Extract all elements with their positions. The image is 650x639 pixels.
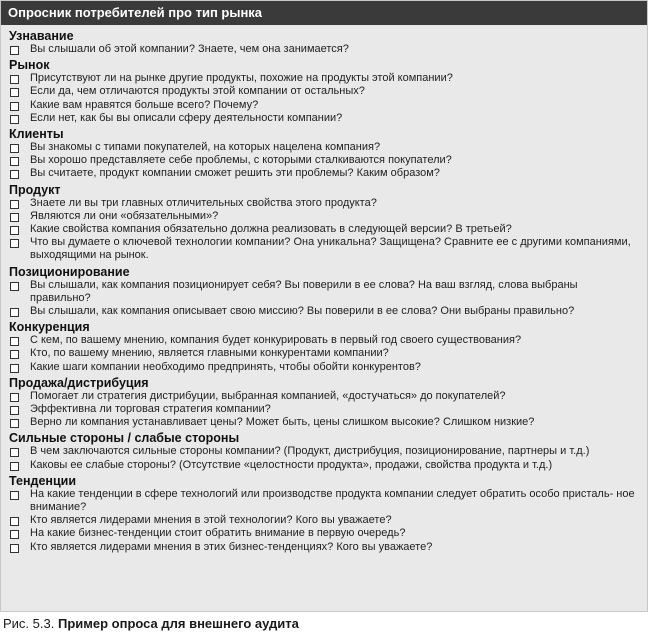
checklist-item <box>9 210 639 223</box>
checkbox-icon <box>10 115 19 124</box>
checklist-item-text: Вы знакомы с типами покупателей, на которых нацелена компания? <box>30 141 381 154</box>
section-title: Клиенты <box>9 127 64 142</box>
caption-prefix: Рис. 5.3. <box>3 616 55 631</box>
checklist-item-text: На какие тенденции в сфере технологий или производстве продукта компании следует обратить особо присталь- ное внимание? <box>30 487 635 514</box>
checklist-item <box>9 223 639 236</box>
checklist-item-text: Вы слышали, как компания позиционирует себя? Вы поверили в ее слова? На ваш взгляд, слова выбраны правильно? <box>30 278 578 304</box>
checkbox-icon <box>10 393 19 402</box>
figure-caption <box>3 616 299 631</box>
checklist-item <box>9 361 639 374</box>
checklist-item-text: На какие бизнес-тенденции стоит обратить внимание в первую очередь? <box>30 527 406 540</box>
checklist-item <box>9 72 639 85</box>
checklist-item-text: Верно ли компания устанавливает цены? Может быть, цены слишком высокие? Слишком низкие? <box>30 416 535 429</box>
checklist-item <box>9 99 639 112</box>
checklist-item-text: Вы хорошо представляете себе проблемы, с которыми сталкиваются покупатели? <box>30 154 452 167</box>
checklist-item-text: Какие шаги компании необходимо предпринять, чтобы обойти конкурентов? <box>30 360 421 373</box>
checkbox-icon <box>10 88 19 97</box>
checklist-item <box>9 416 639 429</box>
checklist-item-text: Вы считаете, продукт компании сможет решить эти проблемы? Каким образом? <box>30 167 440 180</box>
checkbox-icon <box>10 462 19 471</box>
checklist-item <box>9 154 639 167</box>
checkbox-icon <box>10 364 19 373</box>
section-title: Узнавание <box>9 29 74 43</box>
checklist-item-text: Каковы ее слабые стороны? (Отсутствие «целостности продукта», продажи, свойства продукта и т.д.) <box>30 458 553 471</box>
checklist-item-text: Являются ли они «обязательными»? <box>30 209 219 222</box>
checklist-item <box>9 197 639 210</box>
checklist-item <box>9 541 639 554</box>
checklist-item <box>9 112 639 125</box>
survey-content <box>1 25 647 554</box>
checkbox-icon <box>10 239 19 248</box>
checklist-item <box>9 347 639 360</box>
checklist-item <box>9 236 639 262</box>
checkbox-icon <box>10 213 19 222</box>
checklist-item <box>9 459 639 472</box>
section-title: Продукт <box>9 182 61 197</box>
checklist-item-text: Какие свойства компания обязательно должна реализовать в следующей версии? В третьей? <box>30 223 512 236</box>
checklist-item <box>9 527 639 540</box>
checkbox-icon <box>10 406 19 415</box>
checklist-item-text: Что вы думаете о ключевой технологии компании? Она уникальна? Защищена? Сравните ее с другими компаниями, выходящими на рынок. <box>30 236 631 262</box>
checklist-item-text: Эффективна ли торговая стратегия компании? <box>30 403 271 416</box>
checkbox-icon <box>10 46 19 55</box>
checkbox-icon <box>10 170 19 179</box>
checklist-item-text: С кем, по вашему мнению, компания будет конкурировать в первый год своего существования? <box>30 334 522 347</box>
checklist-item <box>9 141 639 154</box>
checkbox-icon <box>10 308 19 317</box>
section-title: Продажа/дистрибуция <box>9 375 149 390</box>
caption-text: Пример опроса для внешнего аудита <box>57 616 299 631</box>
section-title: Сильные стороны / слабые стороны <box>9 431 240 446</box>
checklist-item <box>9 167 639 180</box>
checklist-item-text: Присутствуют ли на рынке другие продукты, похожие на продукты этой компании? <box>30 72 453 85</box>
checklist-item-text: Вы слышали, как компания описывает свою миссию? Вы поверили в ее слова? Они выбраны правильно? <box>30 305 575 318</box>
checklist-item <box>9 85 639 98</box>
checklist-item <box>9 403 639 416</box>
checklist-item-text: Помогает ли стратегия дистрибуции, выбранная компанией, «достучаться» до покупателей? <box>30 389 506 402</box>
checklist-item-text: Кто, по вашему мнению, является главными конкурентами компании? <box>30 347 389 360</box>
checkbox-icon <box>10 491 19 500</box>
checklist-item <box>9 488 639 514</box>
checklist-item <box>9 43 639 56</box>
checklist-item-text: В чем заключаются сильные стороны компании? (Продукт, дистрибуция, позиционирование, партнеры и т.д.) <box>30 445 590 458</box>
checkbox-icon <box>10 544 19 553</box>
checkbox-icon <box>10 448 19 457</box>
checkbox-icon <box>10 200 19 209</box>
checkbox-icon <box>10 530 19 539</box>
section-title: Тенденции <box>9 473 77 488</box>
section-title: Конкуренция <box>9 320 90 335</box>
checkbox-icon <box>10 282 19 291</box>
checklist-item-text: Если нет, как бы вы описали сферу деятельности компании? <box>30 111 343 124</box>
checklist-item <box>9 305 639 318</box>
checkbox-icon <box>10 102 19 111</box>
checklist-item-text: Вы слышали об этой компании? Знаете, чем она занимается? <box>30 43 349 55</box>
checkbox-icon <box>10 144 19 153</box>
checkbox-icon <box>10 350 19 359</box>
checklist-item-text: Какие вам нравятся больше всего? Почему? <box>30 98 259 111</box>
checkbox-icon <box>10 419 19 428</box>
checklist-item <box>9 279 639 305</box>
section-title: Рынок <box>9 58 50 73</box>
section-title: Позиционирование <box>9 264 130 279</box>
checkbox-icon <box>10 337 19 346</box>
checklist-item-text: Если да, чем отличаются продукты этой компании от остальных? <box>30 85 365 98</box>
checklist-item-text: Кто является лидерами мнения в этих бизнес-тенденциях? Кого вы уважаете? <box>30 540 433 553</box>
checklist-item <box>9 390 639 403</box>
checklist-item-text: Кто является лидерами мнения в этой технологии? Кого вы уважаете? <box>30 514 392 527</box>
checkbox-icon <box>10 75 19 84</box>
checklist-item <box>9 514 639 527</box>
survey-title: Опросник потребителей про тип рынка <box>1 1 647 25</box>
checkbox-icon <box>10 517 19 526</box>
checklist-item-text: Знаете ли вы три главных отличительных свойства этого продукта? <box>30 196 377 209</box>
checkbox-icon <box>10 157 19 166</box>
checkbox-icon <box>10 226 19 235</box>
checklist-item <box>9 445 639 458</box>
checklist-item <box>9 334 639 347</box>
